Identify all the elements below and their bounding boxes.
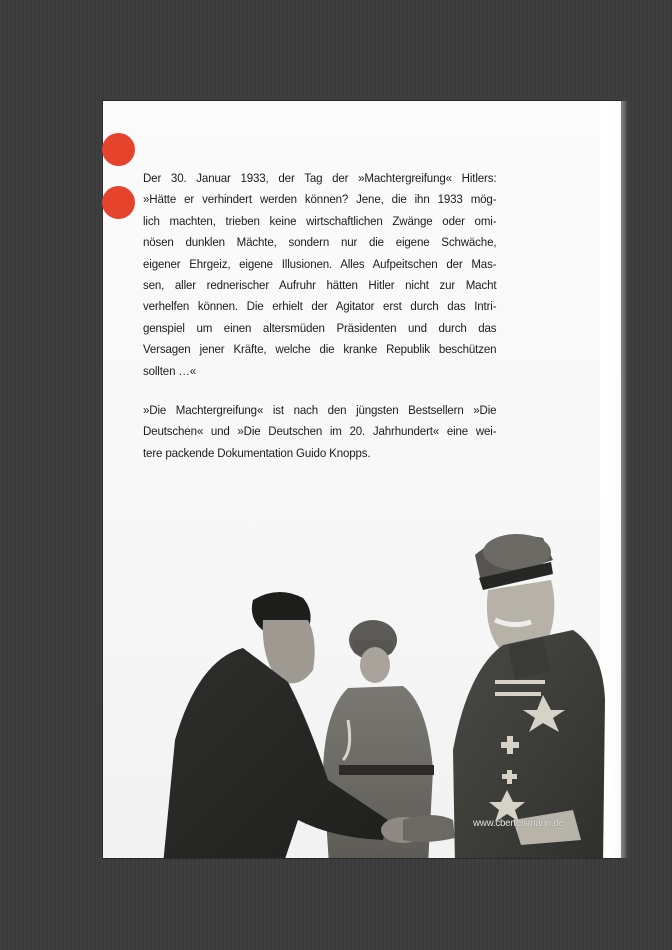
blurb-line: sen, aller rednerischer Aufruhr hätten Hitler nicht zur Macht <box>143 278 497 293</box>
blurb-line: »Die Machtergreifung« ist nach den jüngsten Bestsellern »Die <box>143 403 497 417</box>
handshake <box>381 815 455 843</box>
blurb-line: lich machten, trieben keine wirtschaftlichen Zwänge oder omi- <box>143 213 497 228</box>
blurb-line: genspiel um einen altersmüden Präsidenten und durch das <box>143 320 497 335</box>
blurb-paragraph-1 <box>143 168 496 382</box>
blurb-paragraph-2 <box>143 400 496 464</box>
blurb-line: verhelfen können. Die erhielt der Agitator erst durch das Intri- <box>143 299 497 314</box>
blurb-line: Deutschen« und »Die Deutschen im 20. Jahrhundert« eine wei- <box>143 424 497 439</box>
blurb-line: »Hätte er verhindert werden können? Jene, die ihn 1933 mög- <box>143 192 497 207</box>
historical-photograph <box>103 520 621 858</box>
blurb-line: sollten …« <box>143 363 197 378</box>
blurb-line: nösen dunklen Mächte, sondern nur die eigene Schwäche, <box>143 235 497 250</box>
red-dot-decoration <box>102 133 135 166</box>
blurb-line: Der 30. Januar 1933, der Tag der »Machtergreifung« Hitlers: <box>143 171 497 185</box>
blurb-line: Versagen jener Kräfte, welche die kranke Republik beschützen <box>143 342 497 357</box>
red-dot-decoration <box>102 186 135 219</box>
publisher-website[interactable]: www.cbertelsmann.de <box>473 817 565 829</box>
photo-illustration <box>103 520 621 858</box>
blurb-line: eigener Ehrgeiz, eigene Illusionen. Alles Aufpeitschen der Mas- <box>143 256 497 271</box>
field-marshal-figure <box>453 534 605 858</box>
blurb-line: tere packende Dokumentation Guido Knopps. <box>143 445 371 460</box>
